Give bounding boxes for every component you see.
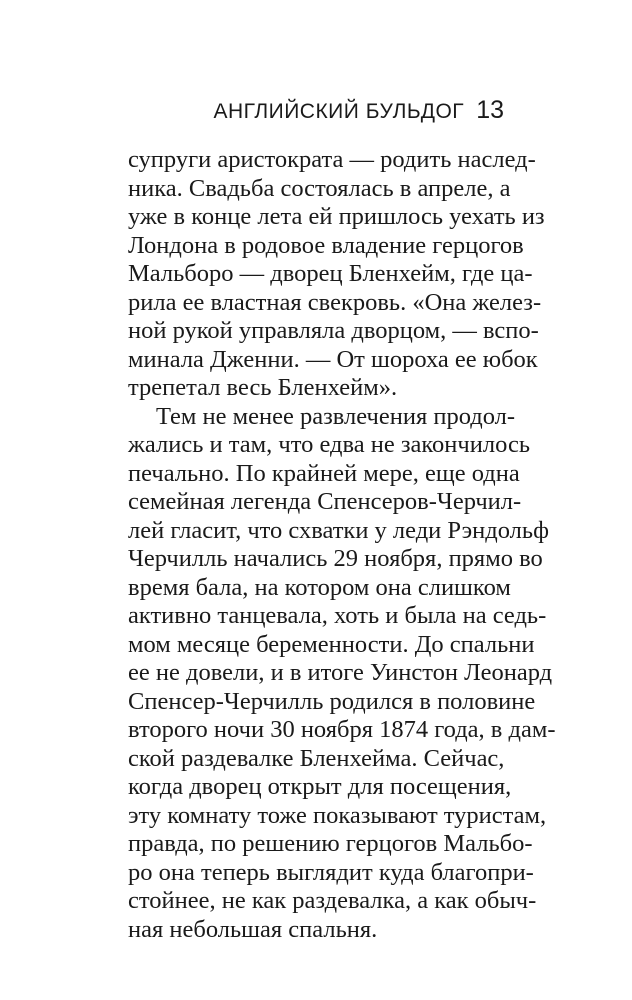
text-line: трепетал весь Бленхейм». xyxy=(128,374,398,401)
paragraph xyxy=(128,146,545,403)
paragraph xyxy=(128,402,556,945)
text-line: правда, по решению герцогов Мальбо- xyxy=(128,830,533,857)
text-line: стойнее, не как раздевалка, а как обыч- xyxy=(128,887,537,914)
body-text xyxy=(128,146,556,944)
text-line: мом месяце беременности. До спальни xyxy=(128,630,535,658)
text-line: супруги аристократа — родить наслед- xyxy=(128,146,536,173)
text-line: время бала, на котором она слишком xyxy=(128,573,511,601)
text-line: Мальборо — дворец Бленхейм, где ца- xyxy=(128,260,533,287)
text-line: ее не довели, и в итоге Уинстон Леонард xyxy=(128,659,553,686)
chapter-title: АНГЛИЙСКИЙ БУЛЬДОГ xyxy=(213,100,465,123)
text-line: печально. По крайней мере, еще одна xyxy=(128,459,520,487)
text-line: ной рукой управляла дворцом, — вспо- xyxy=(128,317,539,344)
text-line: ная небольшая спальня. xyxy=(128,915,378,943)
running-header xyxy=(213,96,504,125)
text-line: жались и там, что едва не закончилось xyxy=(128,431,530,458)
text-line: активно танцевала, хоть и была на седь- xyxy=(128,602,547,629)
text-line: семейная легенда Спенсеров-Черчил- xyxy=(128,488,522,515)
text-line: рила ее властная свекровь. «Она желез- xyxy=(128,288,542,316)
text-line: ской раздевалке Бленхейма. Сейчас, xyxy=(128,744,505,772)
text-line: ро она теперь выглядит куда благопри- xyxy=(128,858,534,886)
text-line: Черчилль начались 29 ноября, прямо во xyxy=(128,545,543,572)
page-number: 13 xyxy=(476,96,504,124)
text-line: минала Дженни. — От шороха ее юбок xyxy=(128,345,538,373)
text-line: Лондона в родовое владение герцогов xyxy=(128,231,524,259)
text-line: Спенсер-Черчилль родился в половине xyxy=(128,687,536,715)
text-line: ника. Свадьба состоялась в апреле, а xyxy=(128,174,511,202)
text-line: эту комнату тоже показывают туристам, xyxy=(128,801,547,829)
text-line: второго ночи 30 ноября 1874 года, в дам- xyxy=(128,716,556,743)
text-line: уже в конце лета ей пришлось уехать из xyxy=(128,203,545,230)
text-line: Тем не менее развлечения продол- xyxy=(156,402,516,430)
text-line: когда дворец открыт для посещения, xyxy=(128,773,512,800)
text-line: лей гласит, что схватки у леди Рэндольф xyxy=(128,516,549,544)
